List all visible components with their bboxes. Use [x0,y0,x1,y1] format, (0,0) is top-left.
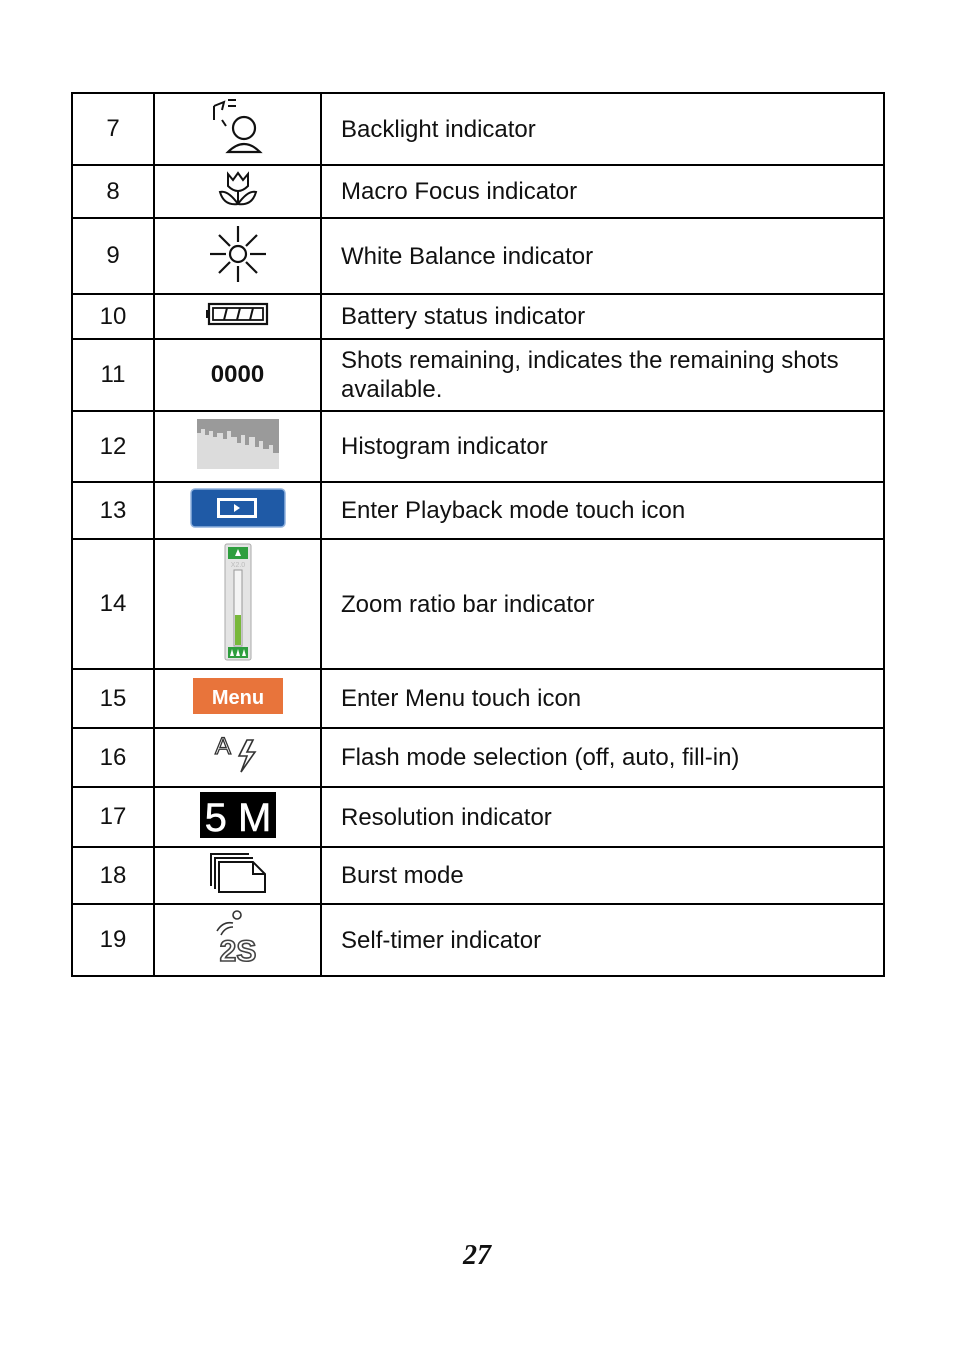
table-row [72,728,884,787]
description: Burst mode [321,847,884,904]
table-row [72,669,884,728]
table-row [72,339,884,411]
row-number: 10 [72,294,154,339]
row-number: 16 [72,728,154,787]
row-number: 15 [72,669,154,728]
menu-icon-label: Menu [211,687,264,709]
macro-focus-icon [216,170,260,208]
row-number: 9 [72,218,154,294]
description: Enter Playback mode touch icon [321,482,884,539]
description: White Balance indicator [321,218,884,294]
menu-icon [193,678,283,714]
description: Backlight indicator [321,93,884,165]
description: Histogram indicator [321,411,884,482]
row-number: 12 [72,411,154,482]
playback-icon [190,488,286,528]
description: Enter Menu touch icon [321,669,884,728]
row-number: 11 [72,339,154,411]
resolution-label: 5 M [204,795,271,838]
description: Shots remaining, indicates the remaining shots available. [321,339,884,411]
table-row [72,482,884,539]
description: Battery status indicator [321,294,884,339]
row-number: 19 [72,904,154,976]
resolution-icon [200,792,276,838]
white-balance-icon [208,224,268,284]
flash-auto-label: A [214,733,231,760]
table-row [72,218,884,294]
page-number: 27 [463,1240,491,1271]
self-timer-label: 2S [219,934,256,967]
table-row [72,539,884,669]
row-number: 13 [72,482,154,539]
row-number: 7 [72,93,154,165]
histogram-icon [197,419,279,469]
zoom-bar-icon [224,543,252,661]
battery-icon [205,302,271,326]
description: Macro Focus indicator [321,165,884,218]
table-row [72,165,884,218]
description: Zoom ratio bar indicator [321,539,884,669]
backlight-icon [208,98,268,156]
table-row [72,294,884,339]
table-row [72,904,884,976]
burst-icon [209,852,267,894]
self-timer-icon [209,909,267,967]
icon-reference-table [71,92,885,977]
row-number: 8 [72,165,154,218]
table-row [72,411,884,482]
description: Resolution indicator [321,787,884,847]
flash-auto-icon [213,732,263,778]
description: Flash mode selection (off, auto, fill-in) [321,728,884,787]
table-row [72,93,884,165]
row-number: 18 [72,847,154,904]
zoom-ratio-label: X2.0 [230,561,245,569]
table-row [72,847,884,904]
row-number: 14 [72,539,154,669]
row-number: 17 [72,787,154,847]
shots-remaining-counter: 0000 [210,361,265,388]
table-row [72,787,884,847]
description: Self-timer indicator [321,904,884,976]
